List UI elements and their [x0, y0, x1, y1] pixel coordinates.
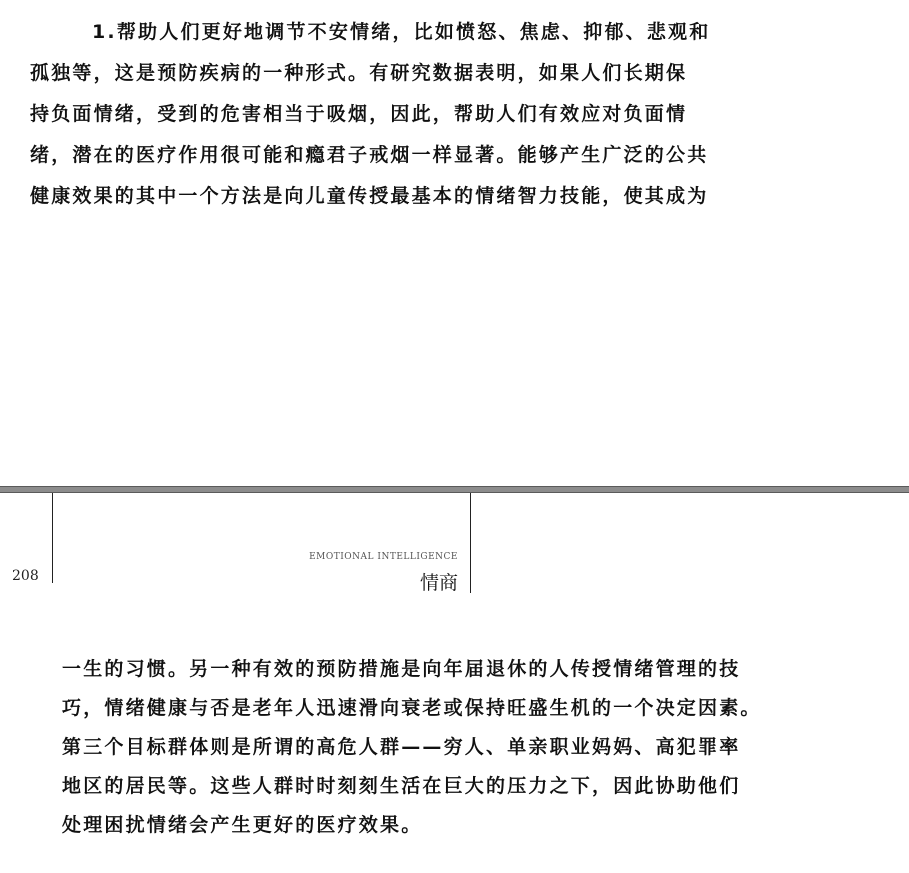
top-paragraph	[30, 12, 890, 217]
text-line: 处理困扰情绪会产生更好的医疗效果。	[62, 814, 423, 836]
text-line: 巧，情绪健康与否是老年人迅速滑向衰老或保持旺盛生机的一个决定因素。	[62, 697, 762, 719]
running-title-chinese: 情商	[419, 572, 458, 594]
text-line: 地区的居民等。这些人群时时刻刻生活在巨大的压力之下，因此协助他们	[62, 775, 741, 797]
bottom-paragraph	[62, 650, 882, 845]
text-line: 孤独等，这是预防疾病的一种形式。有研究数据表明，如果人们长期保	[30, 62, 688, 84]
text-line: 一生的习惯。另一种有效的预防措施是向年届退休的人传授情绪管理的技	[62, 658, 741, 680]
header-left-rule	[52, 493, 53, 583]
text-line: 第三个目标群体则是所谓的高危人群——穷人、单亲职业妈妈、高犯罪率	[62, 736, 741, 758]
header-right-rule	[470, 493, 471, 593]
running-title-english: EMOTIONAL INTELLIGENCE	[309, 552, 458, 562]
text-line: 1.帮助人们更好地调节不安情绪，比如愤怒、焦虑、抑郁、悲观和	[92, 21, 711, 43]
text-line: 绪，潜在的医疗作用很可能和瘾君子戒烟一样显著。能够产生广泛的公共	[30, 144, 709, 166]
text-line: 健康效果的其中一个方法是向儿童传授最基本的情绪智力技能，使其成为	[30, 185, 709, 207]
page-break-divider	[0, 486, 909, 493]
text-line: 持负面情绪，受到的危害相当于吸烟，因此，帮助人们有效应对负面情	[30, 103, 688, 125]
page-number: 208	[12, 568, 39, 584]
